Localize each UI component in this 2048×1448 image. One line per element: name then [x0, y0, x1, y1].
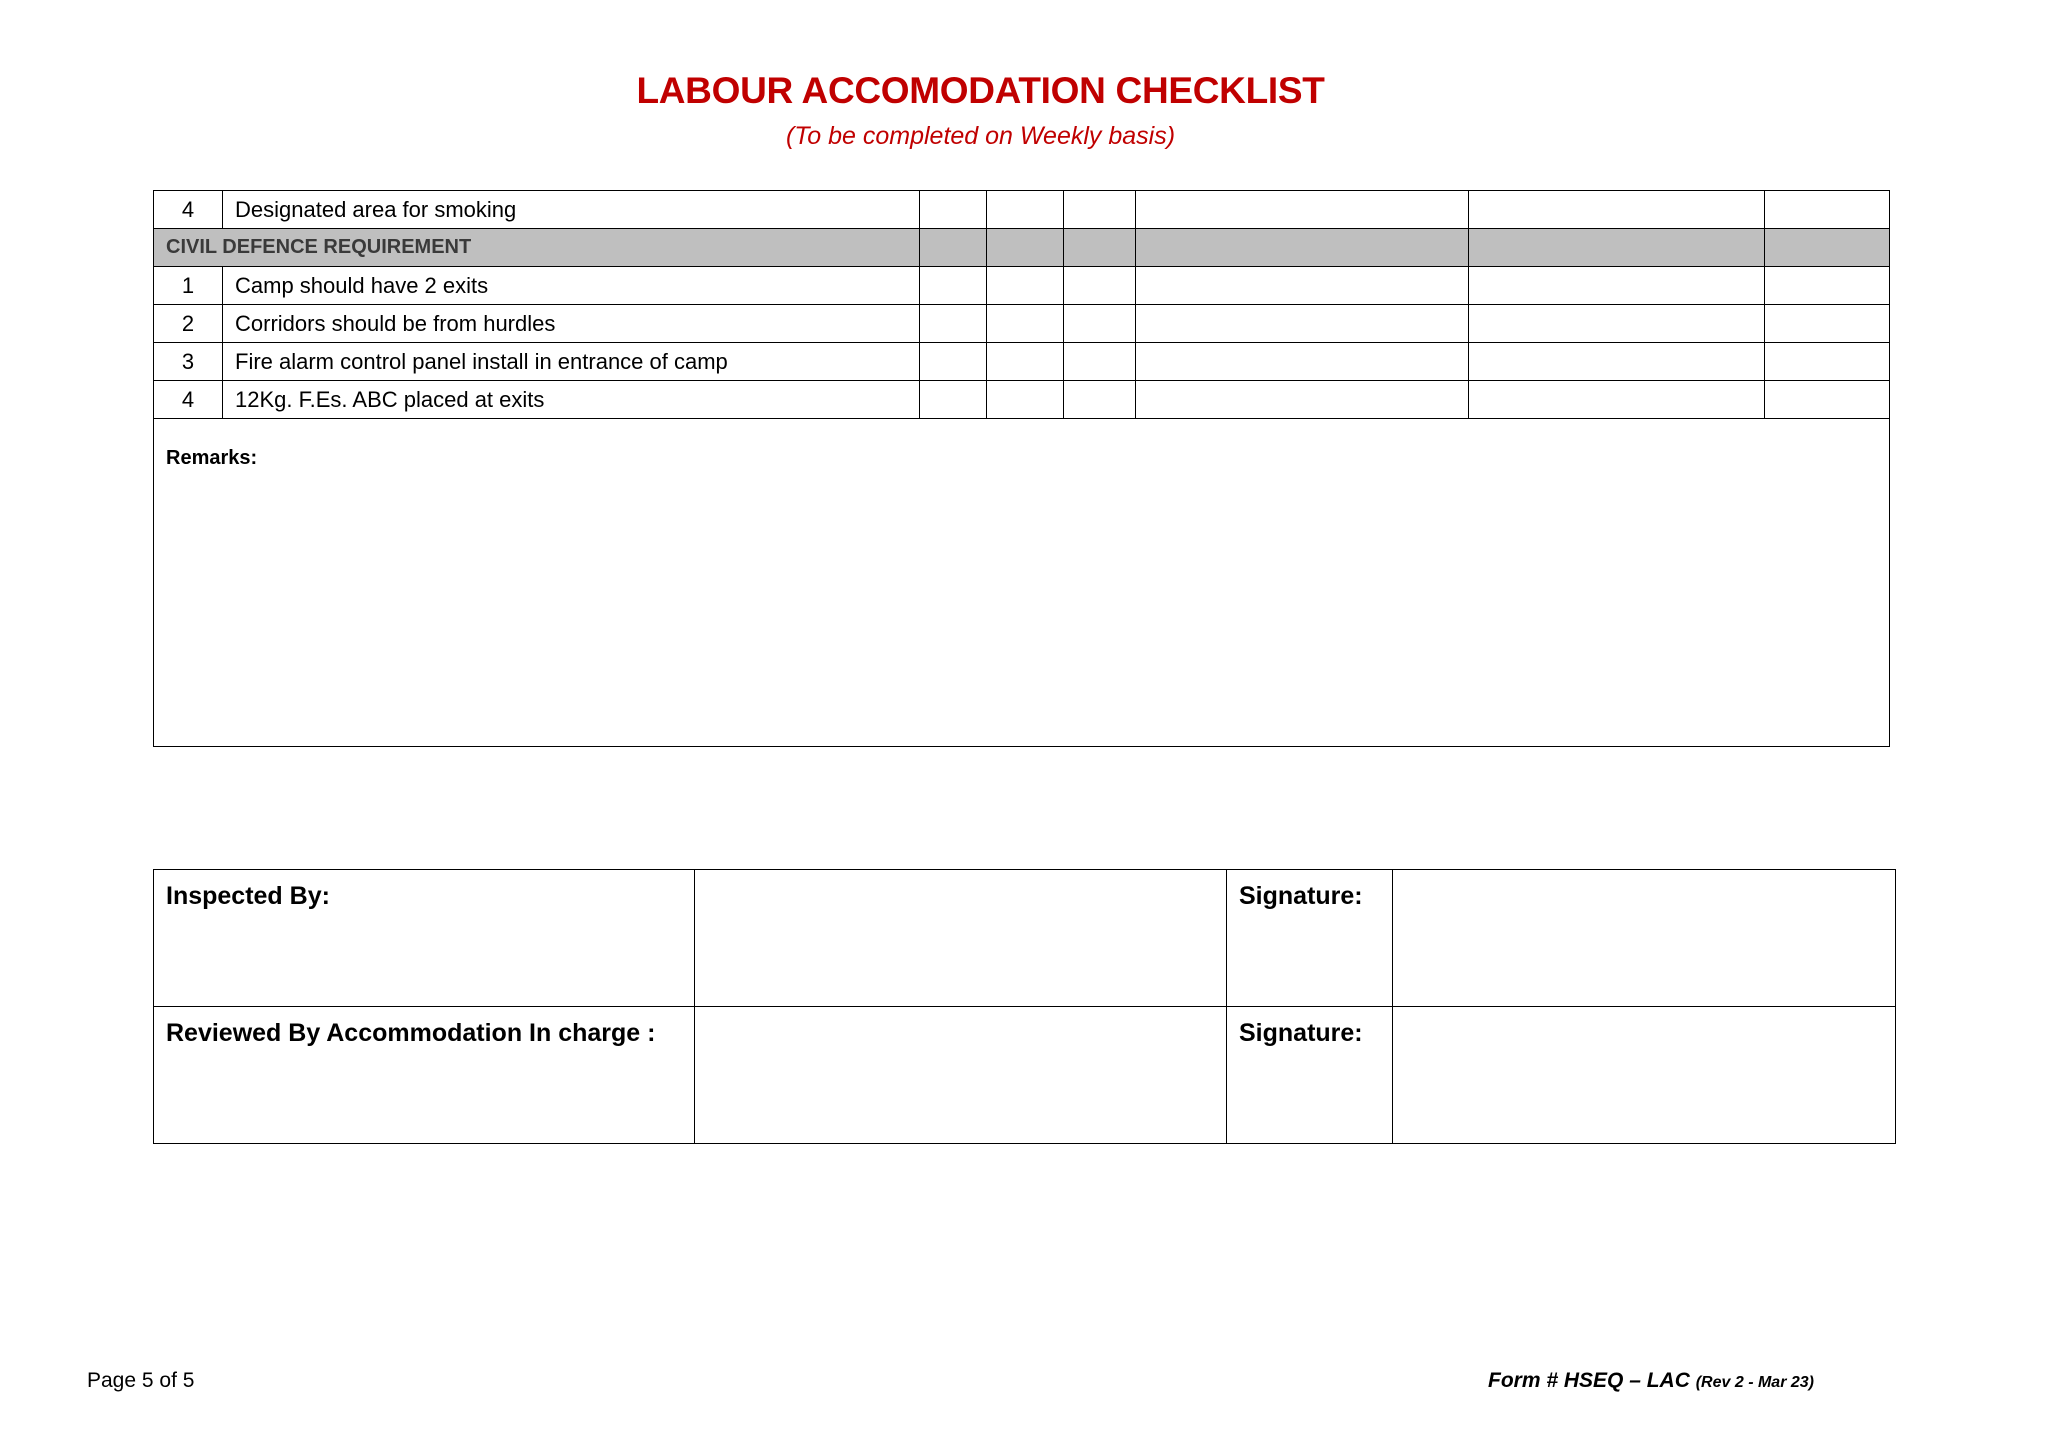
form-number: [1488, 1369, 1814, 1393]
row-item: Designated area for smoking: [223, 191, 920, 229]
form-revision: (Rev 2 - Mar 23): [1695, 1374, 1814, 1391]
row-number: 2: [154, 305, 223, 343]
check-cell[interactable]: [987, 191, 1064, 229]
section-header-civil-defence: CIVIL DEFENCE REQUIREMENT: [154, 229, 920, 267]
entry-cell[interactable]: [1136, 191, 1469, 229]
inspected-by-label: Inspected By:: [154, 870, 695, 1007]
form-code: Form # HSEQ – LAC: [1488, 1369, 1690, 1392]
page-number: Page 5 of 5: [87, 1369, 195, 1392]
check-cell[interactable]: [1064, 381, 1136, 419]
inspected-by-field[interactable]: [695, 870, 1227, 1007]
check-cell[interactable]: [1064, 343, 1136, 381]
entry-cell[interactable]: [1469, 191, 1765, 229]
table-row: [154, 343, 1890, 381]
remarks-row: [154, 419, 1890, 747]
document-title: LABOUR ACCOMODATION CHECKLIST: [636, 70, 1325, 111]
check-cell[interactable]: [1064, 191, 1136, 229]
signoff-row-inspected: [154, 870, 1896, 1007]
check-cell[interactable]: [987, 305, 1064, 343]
entry-cell[interactable]: [1765, 381, 1890, 419]
section-cell: [1765, 229, 1890, 267]
row-item: Camp should have 2 exits: [223, 267, 920, 305]
entry-cell[interactable]: [1136, 267, 1469, 305]
section-cell: [1136, 229, 1469, 267]
row-number: 4: [154, 381, 223, 419]
check-cell[interactable]: [987, 343, 1064, 381]
checklist-table: [153, 190, 1890, 747]
signature-label: Signature:: [1227, 1007, 1393, 1144]
remarks-field[interactable]: [154, 419, 1890, 747]
section-header-row: [154, 229, 1890, 267]
section-cell: [920, 229, 987, 267]
document-subtitle: (To be completed on Weekly basis): [785, 122, 1176, 150]
entry-cell[interactable]: [1765, 343, 1890, 381]
table-row: [154, 267, 1890, 305]
reviewer-signature-field[interactable]: [1393, 1007, 1896, 1144]
table-row: [154, 381, 1890, 419]
entry-cell[interactable]: [1469, 267, 1765, 305]
check-cell[interactable]: [920, 267, 987, 305]
row-item: 12Kg. F.Es. ABC placed at exits: [223, 381, 920, 419]
entry-cell[interactable]: [1136, 305, 1469, 343]
reviewed-by-field[interactable]: [695, 1007, 1227, 1144]
entry-cell[interactable]: [1469, 343, 1765, 381]
table-row: [154, 305, 1890, 343]
check-cell[interactable]: [1064, 267, 1136, 305]
check-cell[interactable]: [920, 381, 987, 419]
signoff-table: [153, 869, 1896, 1144]
row-number: 4: [154, 191, 223, 229]
check-cell[interactable]: [920, 305, 987, 343]
section-cell: [987, 229, 1064, 267]
row-item: Corridors should be from hurdles: [223, 305, 920, 343]
entry-cell[interactable]: [1469, 381, 1765, 419]
check-cell[interactable]: [987, 267, 1064, 305]
entry-cell[interactable]: [1765, 267, 1890, 305]
signature-label: Signature:: [1227, 870, 1393, 1007]
section-cell: [1064, 229, 1136, 267]
table-row: [154, 191, 1890, 229]
signoff-row-reviewed: [154, 1007, 1896, 1144]
check-cell[interactable]: [920, 343, 987, 381]
check-cell[interactable]: [920, 191, 987, 229]
entry-cell[interactable]: [1765, 191, 1890, 229]
check-cell[interactable]: [1064, 305, 1136, 343]
entry-cell[interactable]: [1136, 343, 1469, 381]
row-item: Fire alarm control panel install in entrance of camp: [223, 343, 920, 381]
entry-cell[interactable]: [1136, 381, 1469, 419]
reviewed-by-label: Reviewed By Accommodation In charge :: [154, 1007, 695, 1144]
entry-cell[interactable]: [1765, 305, 1890, 343]
check-cell[interactable]: [987, 381, 1064, 419]
row-number: 1: [154, 267, 223, 305]
section-cell: [1469, 229, 1765, 267]
entry-cell[interactable]: [1469, 305, 1765, 343]
inspector-signature-field[interactable]: [1393, 870, 1896, 1007]
row-number: 3: [154, 343, 223, 381]
remarks-label: Remarks:: [166, 447, 258, 469]
